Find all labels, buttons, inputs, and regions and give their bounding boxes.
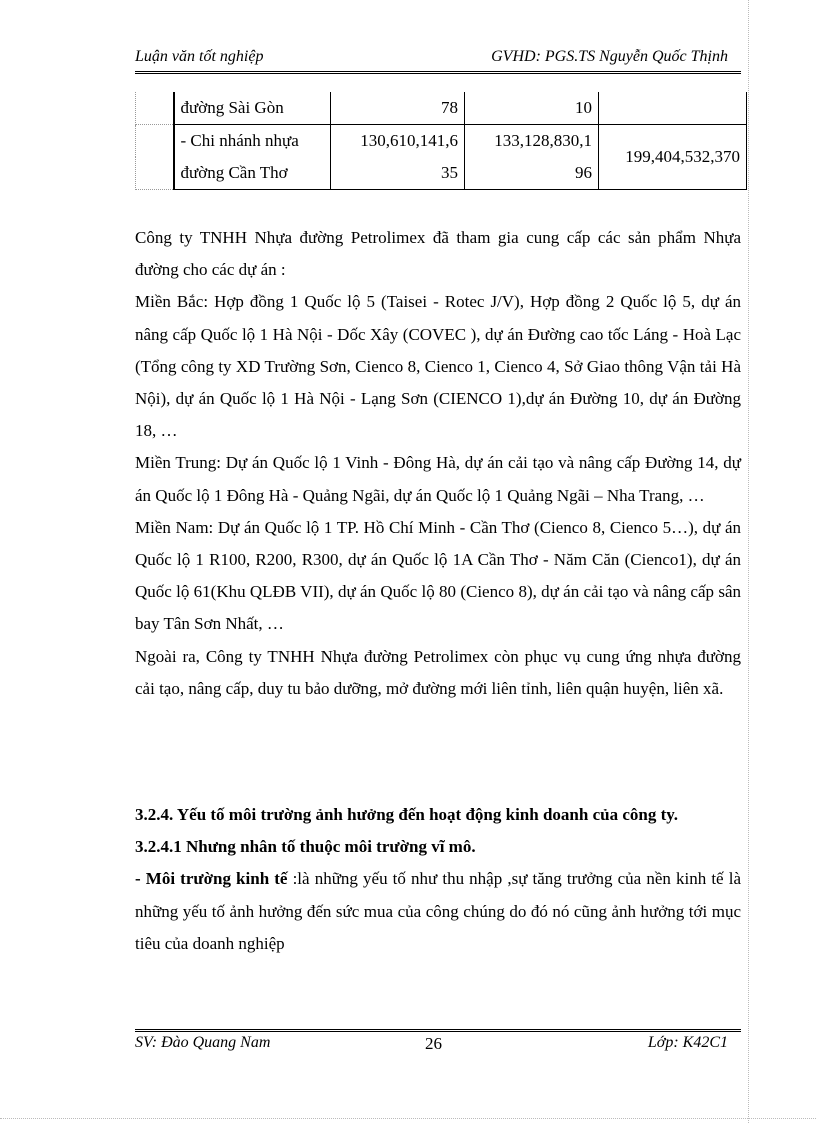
section-body: [135, 799, 741, 960]
table-cell-blank: [136, 92, 174, 125]
paragraph-central: Miền Trung: Dự án Quốc lộ 1 Vinh - Đông Hà, dự án cải tạo và nâng cấp Đường 14, dự án Quốc lộ 1 Đông Hà - Quảng Ngãi, dự án Quốc lộ 1 Quảng Ngãi – Nha Trang, …: [135, 453, 741, 505]
table-row: [136, 125, 747, 158]
bullet-prefix: -: [135, 869, 146, 889]
paragraph-economic: [135, 863, 741, 960]
table-cell-blank: [136, 125, 174, 190]
paragraph-intro: Công ty TNHH Nhựa đường Petrolimex đã tham gia cung cấp các sản phẩm Nhựa đường cho các dự án :: [135, 228, 741, 280]
table-cell-value: 10: [465, 92, 599, 125]
header-advisor: GVHD: PGS.TS Nguyễn Quốc Thịnh: [491, 48, 728, 65]
page-bottom-guide: [0, 1118, 816, 1119]
footer-student: SV: Đào Quang Nam: [135, 1034, 271, 1051]
data-table: [135, 92, 747, 190]
table-cell-name: đường Sài Gòn: [174, 92, 331, 125]
term-economic-environment: Môi trường kinh tế: [145, 869, 288, 889]
table-cell-name: - Chi nhánh nhựa: [174, 125, 331, 158]
paragraph-other: Ngoài ra, Công ty TNHH Nhựa đường Petrolimex còn phục vụ cung ứng nhựa đường cải tạo, nâng cấp, duy tu bảo dưỡng, mở đường mới liên tỉnh, liên quận huyện, liên xã.: [135, 646, 741, 698]
page-footer: [135, 1034, 728, 1056]
paragraph-south: Miền Nam: Dự án Quốc lộ 1 TP. Hồ Chí Minh - Cần Thơ (Cienco 8, Cienco 5…), dự án Quốc lộ 1 R100, R200, R300, dự án Quốc lộ 1A Cần Thơ - Năm Căn (Cienco1), dự án Quốc lộ 61(Khu QLĐB VII), dự án Quốc lộ 80 (Cienco 8), dự án cải tạo và nâng cấp sân bay Tân Sơn Nhất, …: [135, 517, 741, 634]
table-cell-value: 96: [465, 157, 599, 190]
table-cell-name: đường Cần Thơ: [174, 157, 331, 190]
table-cell-value: [599, 92, 747, 125]
table-cell-total: 199,404,532,370: [599, 125, 747, 190]
table-cell-value: 133,128,830,1: [465, 125, 599, 158]
page-number: 26: [425, 1034, 442, 1053]
table-row: [136, 92, 747, 125]
subsection-heading: 3.2.4.1 Nhưng nhân tố thuộc môi trường vĩ mô.: [135, 837, 476, 857]
table-cell-value: 78: [331, 92, 465, 125]
header-thesis-label: Luận văn tốt nghiệp: [135, 48, 264, 65]
body-text: [135, 222, 741, 705]
section-heading: 3.2.4. Yếu tố môi trường ảnh hưởng đến hoạt động kinh doanh của công ty.: [135, 805, 679, 824]
footer-class: Lớp: K42C1: [647, 1034, 728, 1051]
footer-rule-double: [135, 1031, 741, 1032]
page-margin-guide: [748, 0, 749, 1123]
term-definition: :là những yếu tố như thu nhập ,sự tăng trưởng của nền kinh tế là những yếu tố ảnh hưởng đến sức mua của công chúng do đó nó cũng ảnh hưởng tới mục tiêu của doanh nghiệp: [135, 869, 741, 953]
page-header: [135, 48, 728, 70]
header-rule-double: [135, 73, 741, 74]
paragraph-north: Miền Bắc: Hợp đồng 1 Quốc lộ 5 (Taisei - Rotec J/V), Hợp đồng 2 Quốc lộ 5, dự án nâng cấp Quốc lộ 1 Hà Nội - Dốc Xây (COVEC ), dự án Đường cao tốc Láng - Hoà Lạc (Tổng công ty XD Trường Sơn, Cienco 8, Cienco 1, Cienco 4, Sở Giao thông Vận tải Hà Nội), dự án Quốc lộ 1 Hà Nội - Lạng Sơn (CIENCO 1),dự án Đường 10, dự án Đường 18, …: [135, 292, 741, 441]
header-rule: [135, 71, 741, 72]
table-cell-value: 130,610,141,6: [331, 125, 465, 158]
table-cell-value: 35: [331, 157, 465, 190]
footer-rule: [135, 1029, 741, 1030]
